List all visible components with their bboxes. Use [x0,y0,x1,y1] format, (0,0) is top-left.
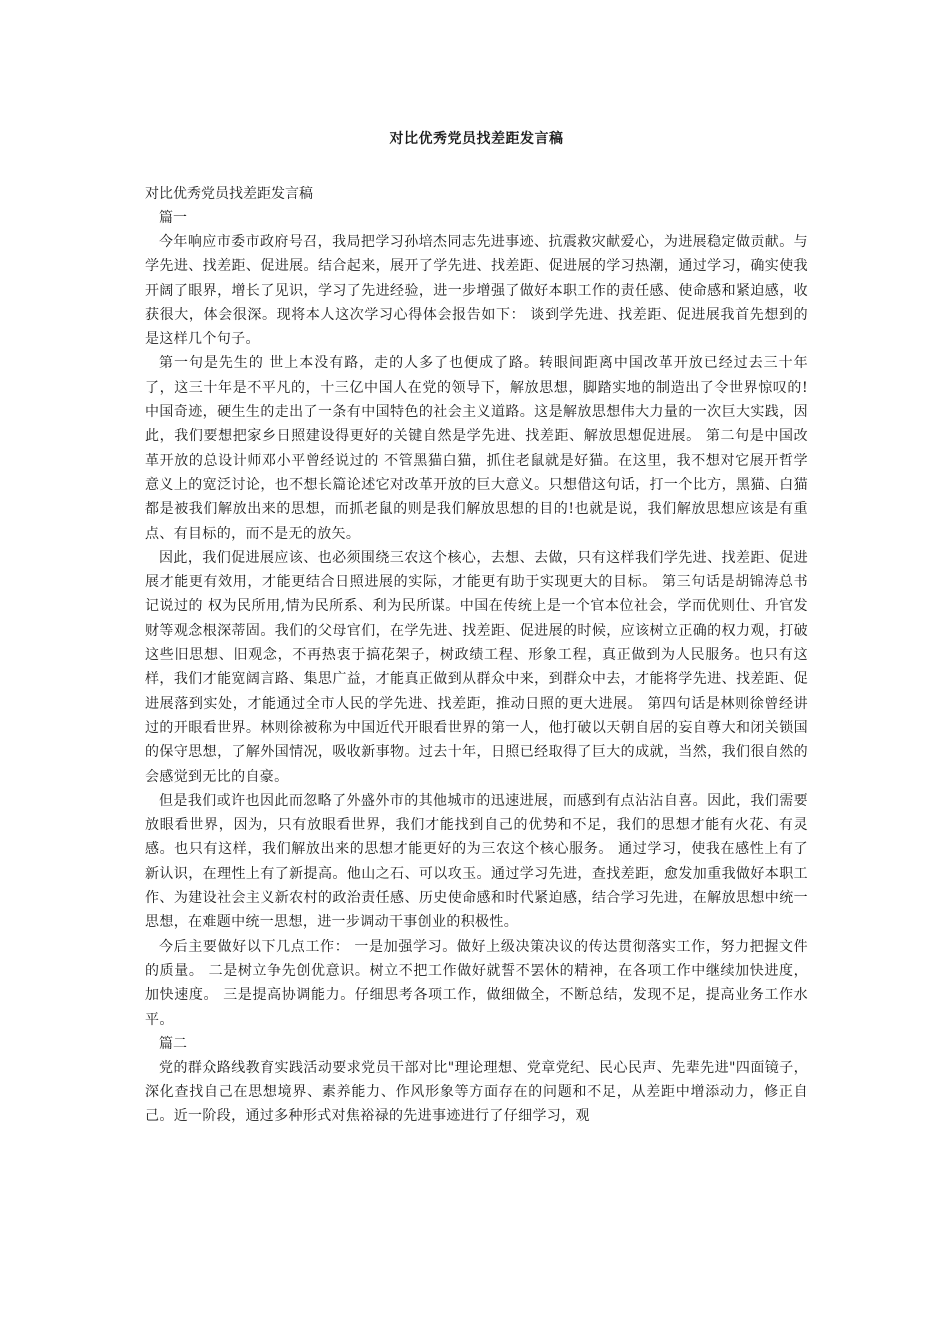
paragraph: 但是我们或许也因此而忽略了外盛外市的其他城市的迅速进展，而感到有点沾沾自喜。因此，我们需要放眼看世界，因为，只有放眼看世界，我们才能找到自己的优势和不足，我们的思想才能有火花、有灵感。也只有这样，我们解放出来的思想才能更好的为三农这个核心服务。 通过学习，使我在感性上有了新认识，在理性上有了新提高。他山之石、可以攻玉。通过学习先进，查找差距，愈发加重我做好本职工作、为建设社会主义新农村的政治责任感、历史使命感和时代紧迫感，结合学习先进，在解放思想中统一思想，在难题中统一思想，进一步调动干事创业的积极性。 [145,792,808,931]
paragraph: 今年响应市委市政府号召，我局把学习孙培杰同志先进事迹、抗震救灾献爱心，为进展稳定做贡献。与学先进、找差距、促进展。结合起来，展开了学先进、找差距、促进展的学习热潮，通过学习，确实使我开阔了眼界，增长了见识，学习了先进经验，进一步增强了做好本职工作的责任感、使命感和紧迫感，收获很大，体会很深。现将本人这次学习心得体会报告如下： 谈到学先进、找差距、促进展我首先想到的是这样几个句子。 [145,234,808,348]
document-title: 对比优秀党员找差距发言稿 [389,131,564,147]
section-2-label: 篇二 [159,1035,187,1052]
document-subtitle: 对比优秀党员找差距发言稿 [145,186,313,202]
paragraph: 因此，我们促进展应该、也必须围绕三农这个核心，去想、去做，只有这样我们学先进、找差距、促进展才能更有效用，才能更结合日照进展的实际，才能更有助于实现更大的目标。 第三句话是胡锦涛总书记说过的 权为民所用,情为民所系、利为民所谋。中国在传统上是一个官本位社会，学而优则仕、升官发财等观念根深蒂固。我们的父母官们，在学先进、找差距、促进展的时候，应该树立正确的权力观，打破这些旧思想、旧观念，不再热衷于搞花架子，树政绩工程、形象工程，真正做到为人民服务。也只有这样，我们才能宽阔言路、集思广益，才能真正做到从群众中来，到群众中去，才能将学先进、找差距、促进展落到实处，才能通过全市人民的学先进、找差距，推动日照的更大进展。 第四句话是林则徐曾经讲过的开眼看世界。林则徐被称为中国近代开眼看世界的第一人，他打破以天朝自居的妄自尊大和闭关锁国的保守思想，了解外国情况，吸收新事物。过去十年，日照已经取得了巨大的成就，当然，我们很自然的会感觉到无比的自豪。 [145,549,808,785]
paragraph: 今后主要做好以下几点工作： 一是加强学习。做好上级决策决议的传达贯彻落实工作，努力把握文件的质量。 二是树立争先创优意识。树立不把工作做好就誓不罢休的精神，在各项工作中继续加快进度，加快速度。 三是提高协调能力。仔细思考各项工作，做细做全，不断总结，发现不足，提高业务工作水平。 [145,938,808,1028]
section-1-label: 篇一 [159,210,187,226]
document-page [145,128,808,1129]
paragraph: 党的群众路线教育实践活动要求党员干部对比"理论理想、党章党纪、民心民声、先辈先进"四面镜子，深化查找自己在思想境界、素养能力、作风形象等方面存在的问题和不足，从差距中增添动力，修正自己。近一阶段，通过多种形式对焦裕禄的先进事迹进行了仔细学习，观 [145,1059,808,1125]
paragraph: 第一句是先生的 世上本没有路，走的人多了也便成了路。转眼间距离中国改革开放已经过去三十年了，这三十年是不平凡的，十三亿中国人在党的领导下，解放思想，脚踏实地的制造出了令世界惊叹的!中国奇迹，硬生生的走出了一条有中国特色的社会主义道路。这是解放思想伟大力量的一次巨大实践，因此，我们要想把家乡日照建设得更好的关键自然是学先进、找差距、解放思想促进展。 第二句是中国改革开放的总设计师邓小平曾经说过的 不管黑猫白猫，抓住老鼠就是好猫。在这里，我不想对它展开哲学意义上的宽泛讨论，也不想长篇论述它对改革开放的巨大意义。只想借这句话，打一个比方，黑猫、白猫都是被我们解放出来的思想，而抓老鼠的则是我们解放思想的目的!也就是说，我们解放思想应该是有重点、有目标的，而不是无的放矢。 [145,355,808,542]
